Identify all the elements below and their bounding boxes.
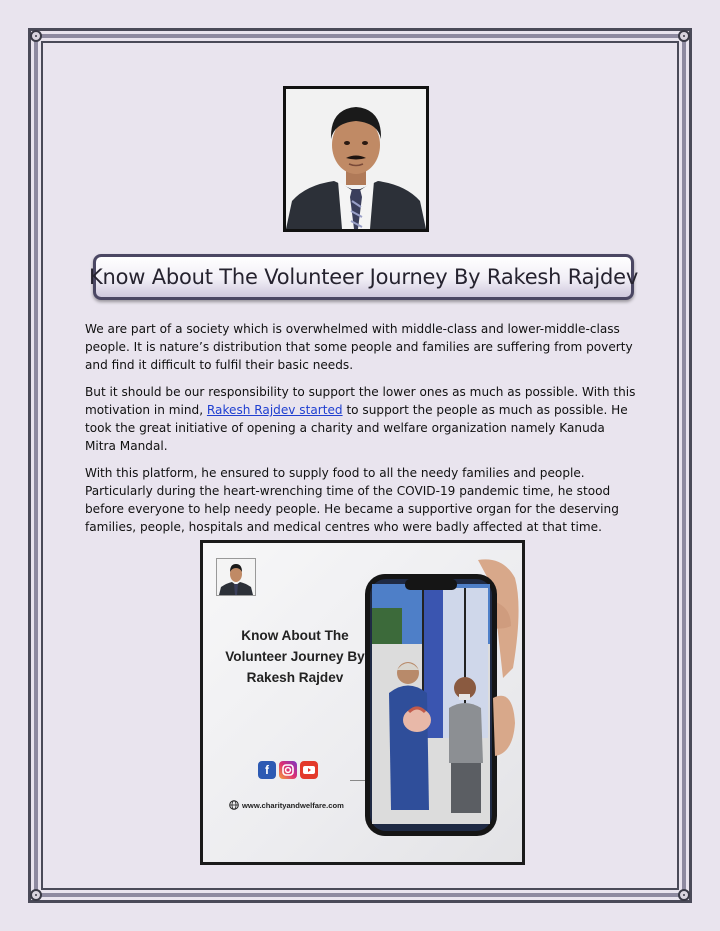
- paragraph: With this platform, he ensured to supply food to all the needy families and people. Particularly during the heart-wrenching time of the COVID-19 pandemic time, he stood before everyone to help needy people. He became a supportive organ for the deserving families, people, hospitals and medical centres who were badly affected at that time.: [85, 466, 619, 534]
- instagram-icon[interactable]: [279, 761, 297, 779]
- promo-avatar: [216, 558, 256, 596]
- frame-corner-ornament: [678, 30, 690, 42]
- paragraph-text: But it should be our responsibility to support the lower ones as much as possible. With this motivation in mind,: [85, 385, 636, 417]
- paragraph: [85, 383, 637, 455]
- paragraph: We are part of a society which is overwhelmed with middle-class and lower-middle-class people. It is nature’s distribution that some people and families are suffering from poverty and find it difficult to fulfil their basic needs.: [85, 322, 633, 372]
- social-icons: [258, 761, 318, 779]
- frame-corner-ornament: [678, 889, 690, 901]
- promo-graphic: [200, 540, 525, 865]
- youtube-icon[interactable]: [300, 761, 318, 779]
- article-body: [85, 320, 637, 545]
- website-url[interactable]: www.charityandwelfare.com: [242, 800, 344, 810]
- frame-corner-ornament: [30, 30, 42, 42]
- facebook-icon[interactable]: f: [258, 761, 276, 779]
- paragraph-text: to support the people as much as possible. He took the great initiative of opening a charity and welfare organization namely Kanuda Mitra Mandal.: [85, 403, 628, 453]
- frame-corner-ornament: [30, 889, 42, 901]
- phone-illustration: [353, 548, 523, 863]
- title-banner: [88, 254, 639, 300]
- portrait-photo: [283, 86, 429, 232]
- page-title: Know About The Volunteer Journey By Rakesh Rajdev: [88, 265, 639, 289]
- globe-icon: [229, 800, 239, 810]
- promo-heading: Know About The Volunteer Journey By Rakesh Rajdev: [225, 628, 365, 685]
- person-illustration: [286, 89, 426, 229]
- rakesh-rajdev-link[interactable]: Rakesh Rajdev started: [206, 403, 343, 417]
- website-row: [229, 800, 344, 810]
